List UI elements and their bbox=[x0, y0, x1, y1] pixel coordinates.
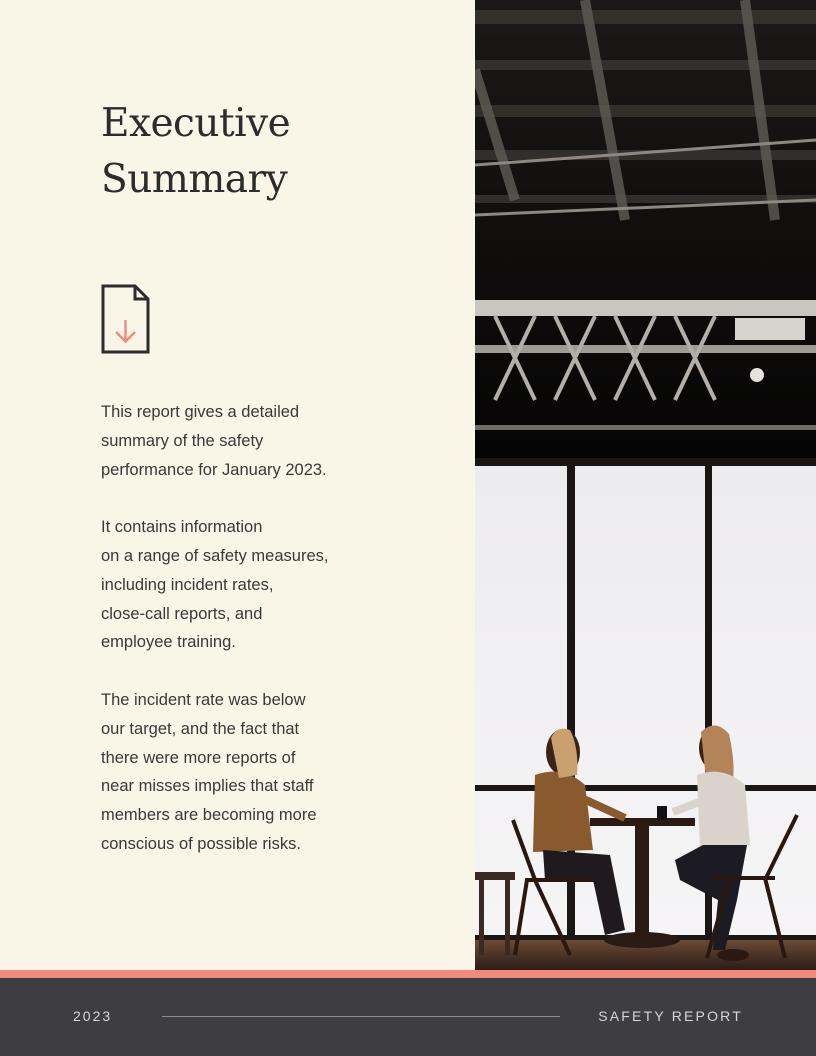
footer-report-title: SAFETY REPORT bbox=[598, 1008, 743, 1024]
office-meeting-photo bbox=[475, 0, 816, 970]
footer-divider bbox=[162, 1016, 560, 1017]
summary-paragraph-2: It contains information on a range of safety measures, including incident rates, close-call reports, and employee training. bbox=[101, 518, 329, 652]
cover-photo bbox=[475, 0, 816, 970]
footer-year: 2023 bbox=[73, 1008, 113, 1024]
page-title-line-2: Summary bbox=[101, 157, 288, 202]
page-title-line-1: Executive bbox=[101, 101, 291, 146]
summary-paragraph-1: This report gives a detailed summary of the safety performance for January 2023. bbox=[101, 403, 327, 479]
accent-divider bbox=[0, 970, 816, 978]
summary-body bbox=[101, 398, 401, 888]
document-download-icon bbox=[101, 284, 151, 354]
footer bbox=[0, 978, 816, 1056]
summary-paragraph-3: The incident rate was below our target, and the fact that there were more reports of near misses implies that staff members are becoming more conscious of possible risks. bbox=[101, 690, 317, 853]
page-title bbox=[101, 96, 441, 208]
